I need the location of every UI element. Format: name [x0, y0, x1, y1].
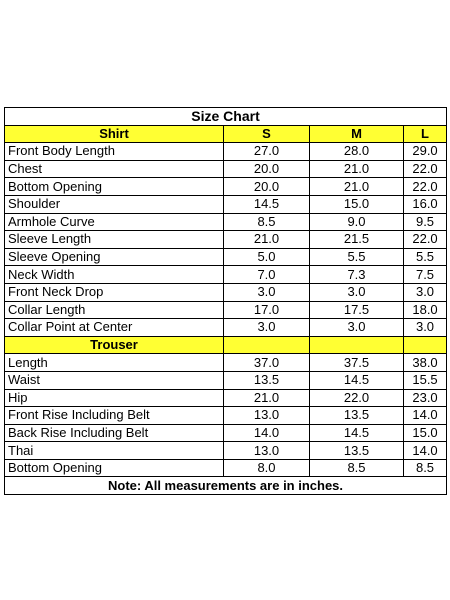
measurement-value: 20.0 — [224, 160, 310, 178]
measurement-value: 21.0 — [310, 160, 404, 178]
table-row — [5, 301, 447, 319]
size-header-empty — [404, 336, 447, 354]
measurement-value: 3.0 — [310, 319, 404, 337]
table-row — [5, 459, 447, 477]
measurement-value: 21.0 — [310, 178, 404, 196]
measurement-value: 8.0 — [224, 459, 310, 477]
measurement-value: 14.5 — [310, 424, 404, 442]
measurement-value: 21.5 — [310, 231, 404, 249]
measurement-label: Shoulder — [5, 195, 224, 213]
measurement-value: 27.0 — [224, 143, 310, 161]
measurement-value: 14.5 — [310, 371, 404, 389]
size-header: M — [310, 125, 404, 143]
measurement-value: 22.0 — [310, 389, 404, 407]
table-row — [5, 389, 447, 407]
measurement-value: 7.0 — [224, 266, 310, 284]
measurement-value: 9.0 — [310, 213, 404, 231]
measurement-value: 21.0 — [224, 231, 310, 249]
size-header: S — [224, 125, 310, 143]
measurement-value: 3.0 — [224, 319, 310, 337]
measurement-label: Sleeve Opening — [5, 248, 224, 266]
measurement-value: 21.0 — [224, 389, 310, 407]
table-row — [5, 213, 447, 231]
measurement-value: 17.5 — [310, 301, 404, 319]
measurement-value: 13.5 — [310, 442, 404, 460]
measurement-value: 7.3 — [310, 266, 404, 284]
measurement-label: Chest — [5, 160, 224, 178]
section-header-trouser — [5, 336, 447, 354]
measurement-value: 15.0 — [404, 424, 447, 442]
title-row — [5, 108, 447, 126]
measurement-value: 13.0 — [224, 442, 310, 460]
measurement-value: 14.0 — [404, 442, 447, 460]
table-row — [5, 371, 447, 389]
measurement-label: Thai — [5, 442, 224, 460]
table-row — [5, 178, 447, 196]
measurement-value: 17.0 — [224, 301, 310, 319]
measurement-value: 38.0 — [404, 354, 447, 372]
measurement-value: 13.5 — [224, 371, 310, 389]
measurement-value: 8.5 — [224, 213, 310, 231]
measurement-value: 5.0 — [224, 248, 310, 266]
measurement-value: 3.0 — [404, 283, 447, 301]
size-chart-table — [4, 107, 447, 495]
table-row — [5, 195, 447, 213]
measurement-label: Front Rise Including Belt — [5, 407, 224, 425]
measurement-value: 37.0 — [224, 354, 310, 372]
measurement-value: 22.0 — [404, 231, 447, 249]
measurement-value: 28.0 — [310, 143, 404, 161]
table-row — [5, 354, 447, 372]
measurement-label: Length — [5, 354, 224, 372]
measurement-label: Bottom Opening — [5, 178, 224, 196]
measurement-value: 9.5 — [404, 213, 447, 231]
measurement-value: 22.0 — [404, 178, 447, 196]
table-row — [5, 283, 447, 301]
table-row — [5, 248, 447, 266]
measurement-value: 5.5 — [404, 248, 447, 266]
measurement-value: 3.0 — [310, 283, 404, 301]
measurement-value: 5.5 — [310, 248, 404, 266]
measurement-value: 13.5 — [310, 407, 404, 425]
table-row — [5, 319, 447, 337]
measurement-label: Collar Length — [5, 301, 224, 319]
measurement-value: 15.0 — [310, 195, 404, 213]
measurement-label: Sleeve Length — [5, 231, 224, 249]
size-header-empty — [224, 336, 310, 354]
measurement-value: 3.0 — [224, 283, 310, 301]
measurement-value: 20.0 — [224, 178, 310, 196]
table-row — [5, 424, 447, 442]
measurement-label: Hip — [5, 389, 224, 407]
measurement-value: 8.5 — [310, 459, 404, 477]
note-row — [5, 477, 447, 495]
measurement-label: Armhole Curve — [5, 213, 224, 231]
size-header-empty — [310, 336, 404, 354]
measurement-value: 14.0 — [404, 407, 447, 425]
measurement-value: 29.0 — [404, 143, 447, 161]
measurement-value: 22.0 — [404, 160, 447, 178]
table-row — [5, 160, 447, 178]
section-title: Trouser — [5, 336, 224, 354]
table-row — [5, 266, 447, 284]
measurement-label: Collar Point at Center — [5, 319, 224, 337]
measurement-value: 18.0 — [404, 301, 447, 319]
measurement-label: Neck Width — [5, 266, 224, 284]
measurement-note: Note: All measurements are in inches. — [5, 477, 447, 495]
measurement-value: 8.5 — [404, 459, 447, 477]
measurement-value: 14.0 — [224, 424, 310, 442]
measurement-value: 23.0 — [404, 389, 447, 407]
table-row — [5, 407, 447, 425]
measurement-value: 15.5 — [404, 371, 447, 389]
measurement-label: Waist — [5, 371, 224, 389]
measurement-value: 3.0 — [404, 319, 447, 337]
measurement-value: 37.5 — [310, 354, 404, 372]
measurement-value: 13.0 — [224, 407, 310, 425]
measurement-label: Back Rise Including Belt — [5, 424, 224, 442]
chart-title: Size Chart — [5, 108, 447, 126]
table-row — [5, 231, 447, 249]
table-row — [5, 143, 447, 161]
section-title: Shirt — [5, 125, 224, 143]
size-header: L — [404, 125, 447, 143]
measurement-value: 7.5 — [404, 266, 447, 284]
measurement-label: Front Neck Drop — [5, 283, 224, 301]
measurement-value: 14.5 — [224, 195, 310, 213]
measurement-value: 16.0 — [404, 195, 447, 213]
size-chart-body — [5, 108, 447, 495]
measurement-label: Front Body Length — [5, 143, 224, 161]
section-header-shirt — [5, 125, 447, 143]
table-row — [5, 442, 447, 460]
measurement-label: Bottom Opening — [5, 459, 224, 477]
